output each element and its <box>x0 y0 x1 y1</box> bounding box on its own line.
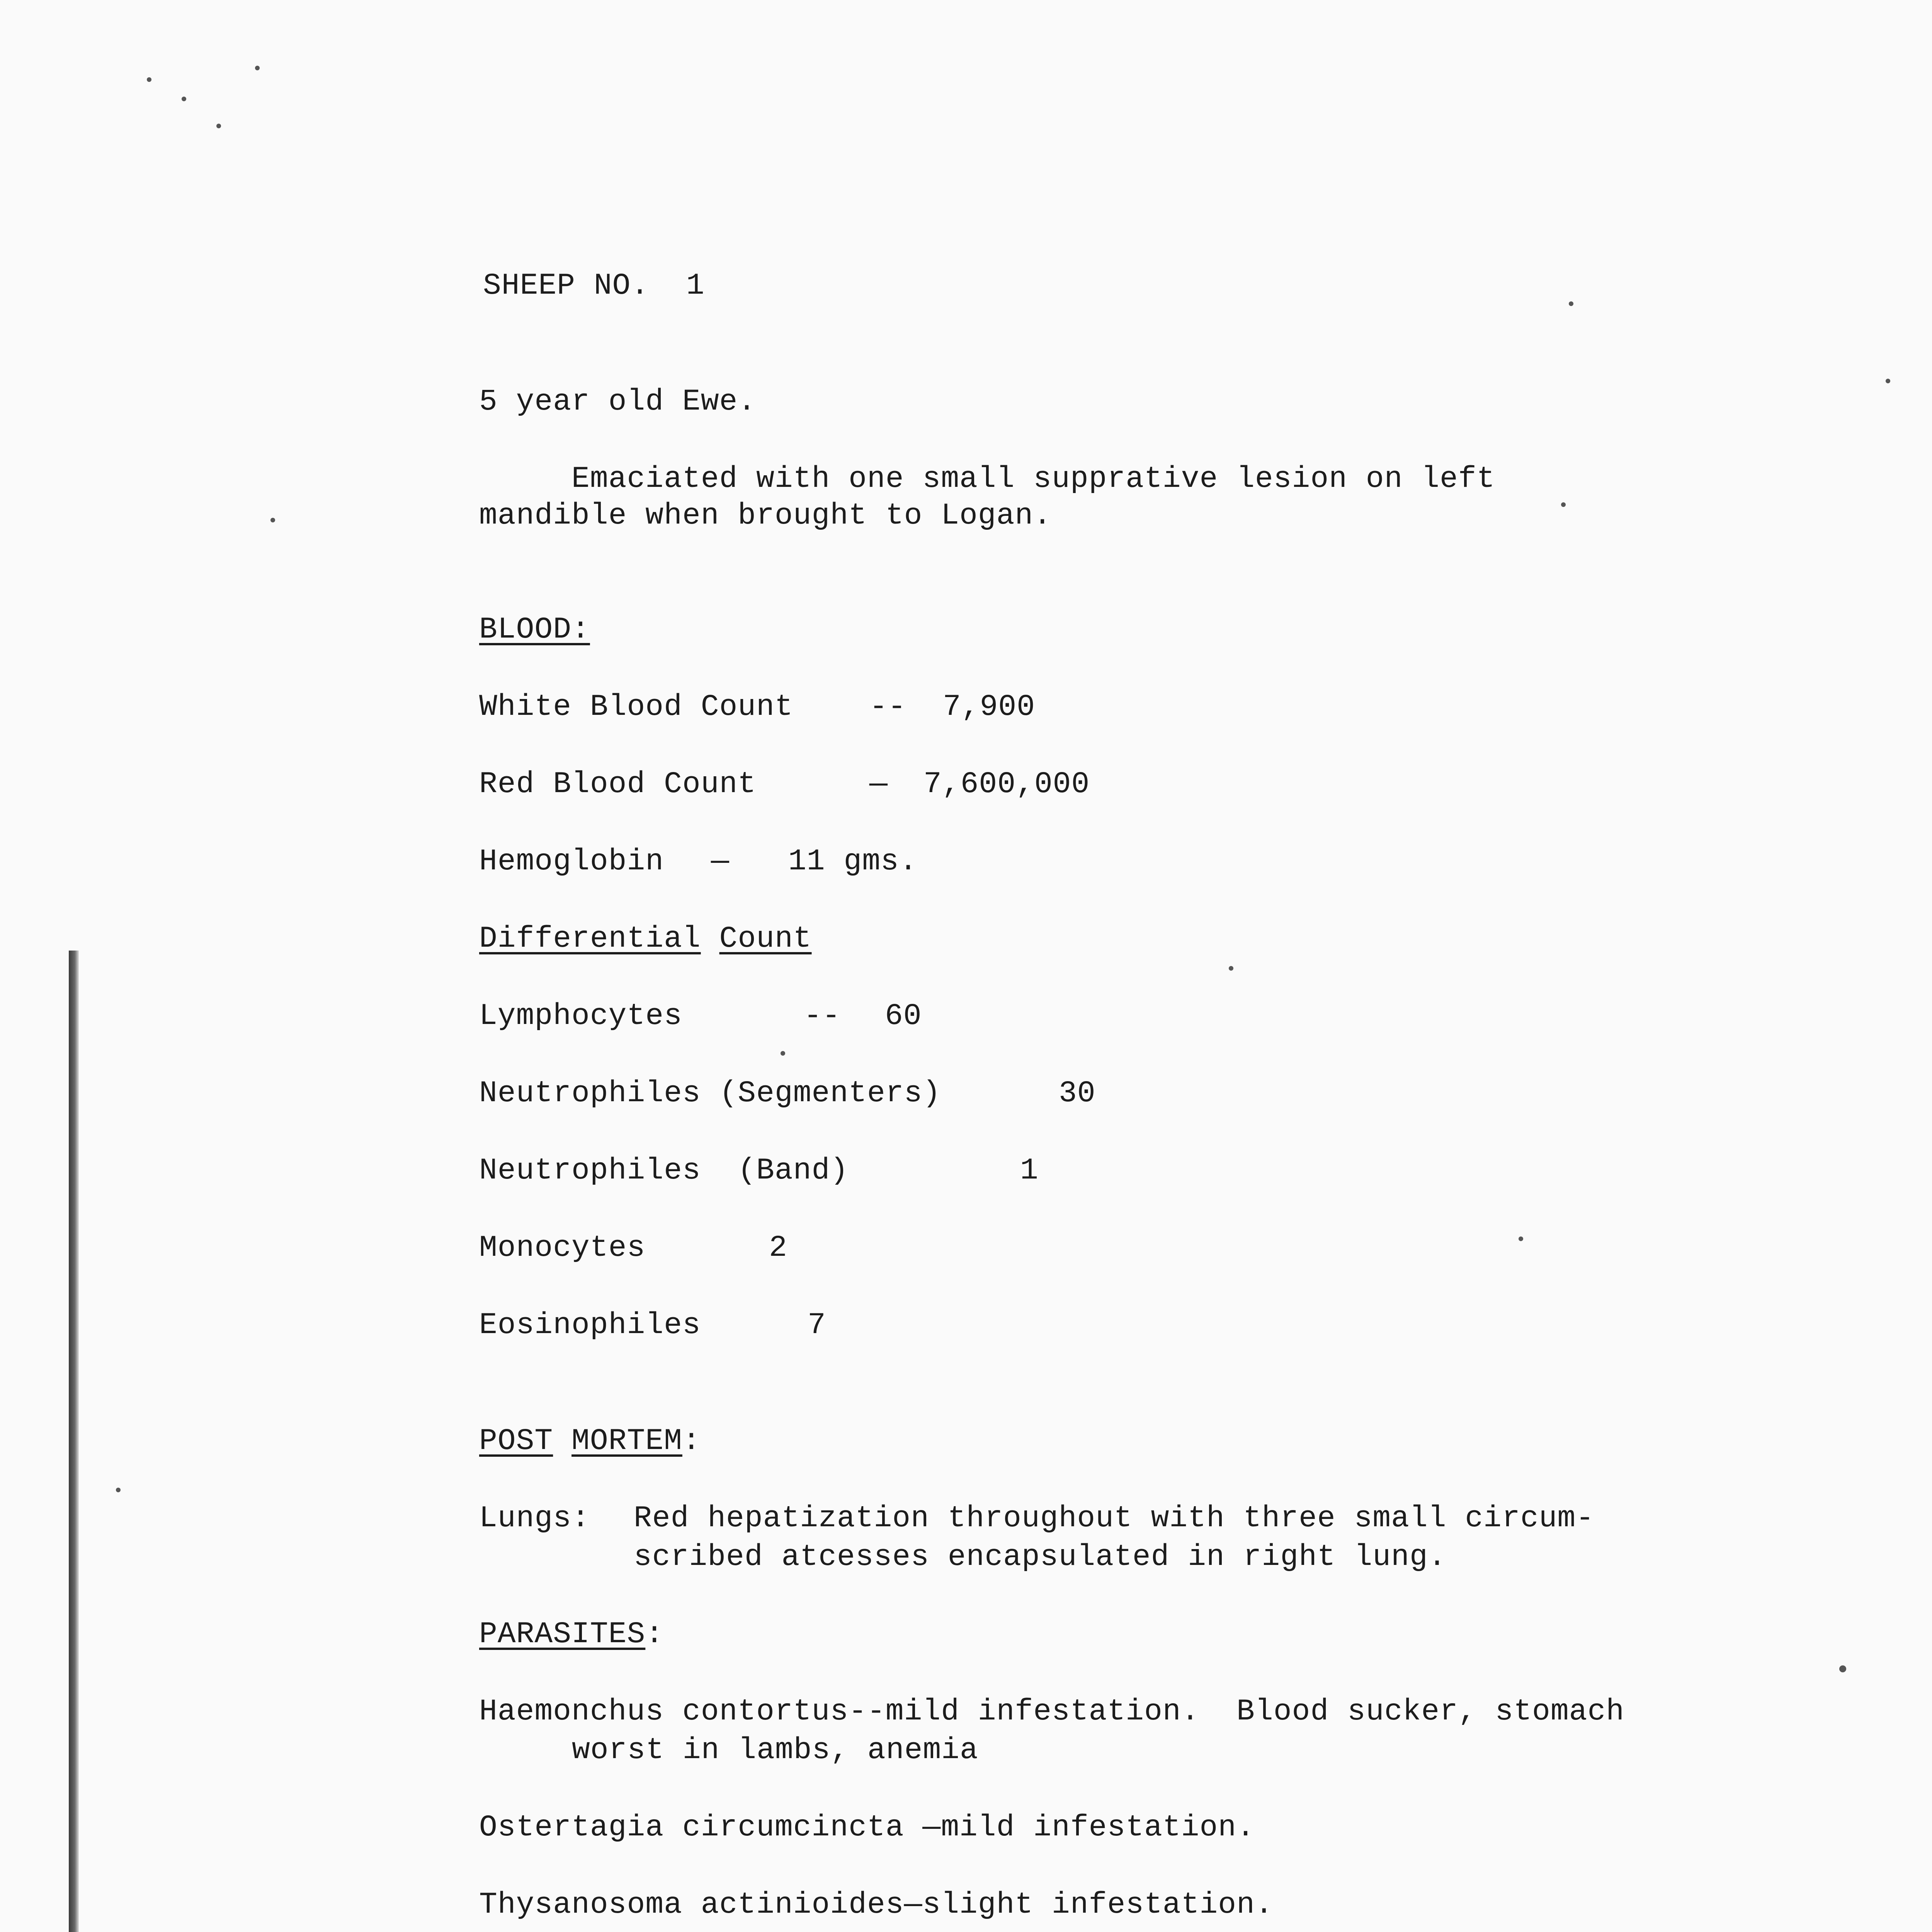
rbc-value: 7,600,000 <box>923 767 1090 801</box>
post-mortem-heading: POST MORTEM: <box>479 1424 701 1458</box>
speck <box>1569 301 1573 306</box>
speck <box>182 97 186 101</box>
speck <box>216 124 221 128</box>
sheep-number-heading: SHEEP NO. 1 <box>483 269 705 303</box>
monocytes-label: Monocytes <box>479 1231 646 1265</box>
speck <box>781 1051 785 1056</box>
eosinophiles-value: 7 <box>808 1308 826 1342</box>
hemoglobin-label: Hemoglobin <box>479 845 664 879</box>
rbc-label: Red Blood Count <box>479 767 757 801</box>
lungs-label: Lungs: <box>479 1502 590 1536</box>
monocytes-value: 2 <box>769 1231 787 1265</box>
lymphocytes-value: 60 <box>885 999 922 1033</box>
neutrophiles-band-label: Neutrophiles (Band) <box>479 1154 849 1188</box>
wbc-separator: -- <box>869 690 906 724</box>
speck <box>1229 966 1233 971</box>
wbc-label: White Blood Count <box>479 690 793 724</box>
speck <box>270 518 275 522</box>
hemoglobin-value: 11 gms. <box>788 845 918 879</box>
parasite-1-line-2: worst in lambs, anemia <box>572 1733 978 1767</box>
parasite-2: Ostertagia circumcincta —mild infestation. <box>479 1811 1255 1845</box>
blood-heading: BLOOD: <box>479 613 590 647</box>
lymphocytes-label: Lymphocytes <box>479 999 682 1033</box>
speck <box>1839 1665 1846 1672</box>
lungs-line-2: scribed atcesses encapsulated in right lung. <box>634 1540 1447 1574</box>
lymphocytes-separator: -- <box>804 999 841 1033</box>
intro-line-1: Emaciated with one small supprative lesion on left <box>479 462 1495 496</box>
speck <box>1561 502 1566 507</box>
speck <box>147 77 151 82</box>
lungs-line-1: Red hepatization throughout with three small circum- <box>634 1502 1594 1536</box>
differential-heading: Differential Count <box>479 922 812 956</box>
scan-left-edge <box>69 951 79 1932</box>
neutrophiles-segmenters-label: Neutrophiles (Segmenters) <box>479 1077 941 1111</box>
parasite-3: Thysanosoma actinioides—slight infestation. <box>479 1888 1274 1922</box>
intro-line-2: mandible when brought to Logan. <box>479 499 1052 533</box>
neutrophiles-segmenters-value: 30 <box>1059 1077 1096 1111</box>
subject-line: 5 year old Ewe. <box>479 385 757 419</box>
neutrophiles-band-value: 1 <box>1020 1154 1039 1188</box>
wbc-value: 7,900 <box>943 690 1036 724</box>
speck <box>1886 379 1890 383</box>
speck <box>255 66 260 70</box>
eosinophiles-label: Eosinophiles <box>479 1308 701 1342</box>
rbc-separator: — <box>869 767 888 801</box>
speck <box>116 1488 121 1492</box>
parasites-heading: PARASITES: <box>479 1617 664 1651</box>
hemoglobin-separator: — <box>711 845 730 879</box>
parasite-1-line-1: Haemonchus contortus--mild infestation. Blood sucker, stomach <box>479 1695 1625 1729</box>
speck <box>1519 1236 1523 1241</box>
